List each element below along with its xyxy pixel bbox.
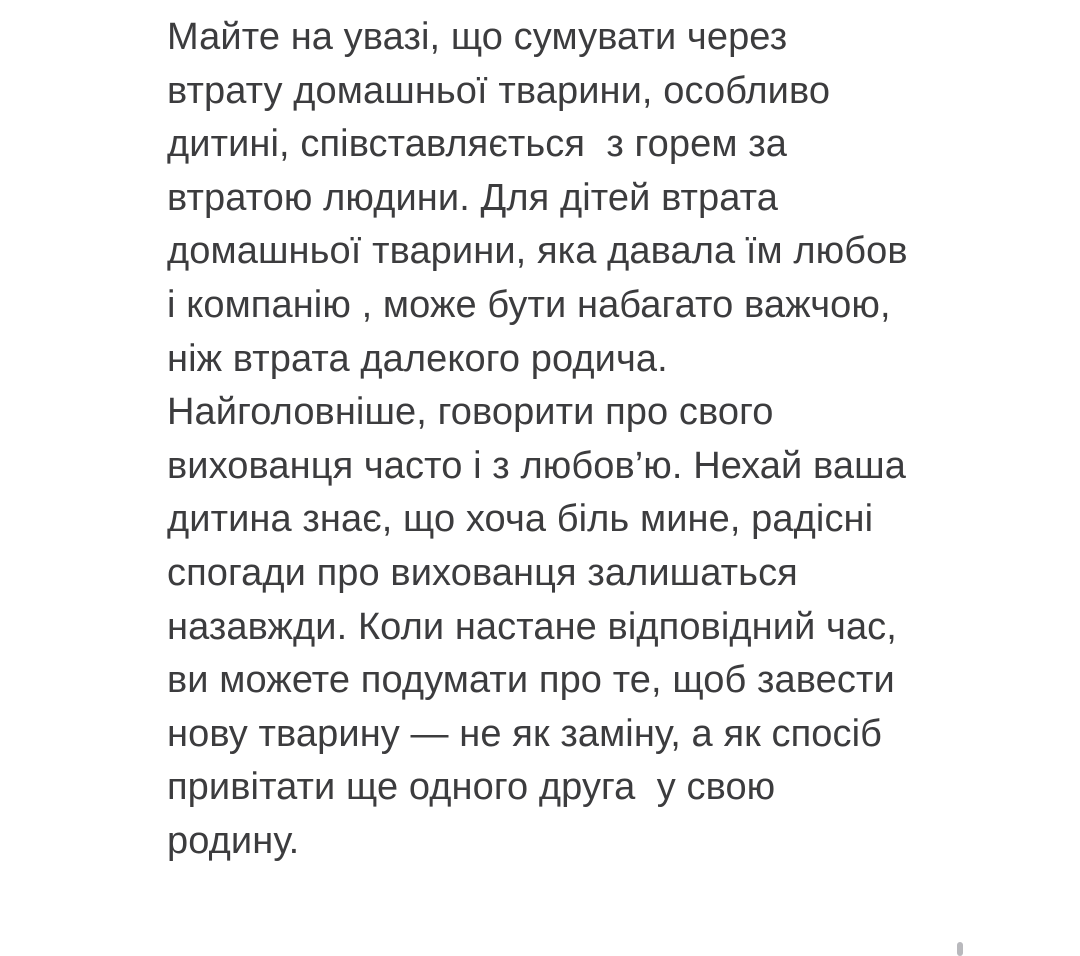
note-line: ви можете подумати про те, щоб завести [167, 659, 895, 702]
note-line: дитині, співставляється з горем за [167, 123, 787, 166]
note-line: вихованця часто і з любов’ю. Нехай ваша [167, 444, 906, 487]
scroll-indicator[interactable] [957, 942, 963, 956]
note-line: назавжди. Коли настане відповідний час, [167, 605, 897, 648]
note-line: спогади про вихованця залишаться [167, 551, 798, 594]
note-line: привітати ще одного друга у свою [167, 766, 776, 809]
note-line: домашньої тварини, яка давала їм любов [167, 230, 908, 273]
note-line: Майте на увазі, що сумувати через [167, 16, 788, 58]
note-body-text[interactable] [167, 11, 1047, 869]
note-line: ніж втрата далекого родича. [167, 337, 668, 380]
note-line: втрату домашньої тварини, особливо [167, 69, 831, 112]
note-line: нову тварину — не як заміну, а як спосіб [167, 712, 883, 755]
note-line: і компанію , може бути набагато важчою, [167, 283, 891, 326]
note-line: Найголовніше, говорити про свого [167, 391, 774, 434]
clipped-previous-line [0, 0, 1080, 4]
note-line: втратою людини. Для дітей втрата [167, 176, 778, 219]
note-line: дитина знає, що хоча біль мине, радісні [167, 498, 874, 541]
note-line: родину. [167, 819, 300, 862]
